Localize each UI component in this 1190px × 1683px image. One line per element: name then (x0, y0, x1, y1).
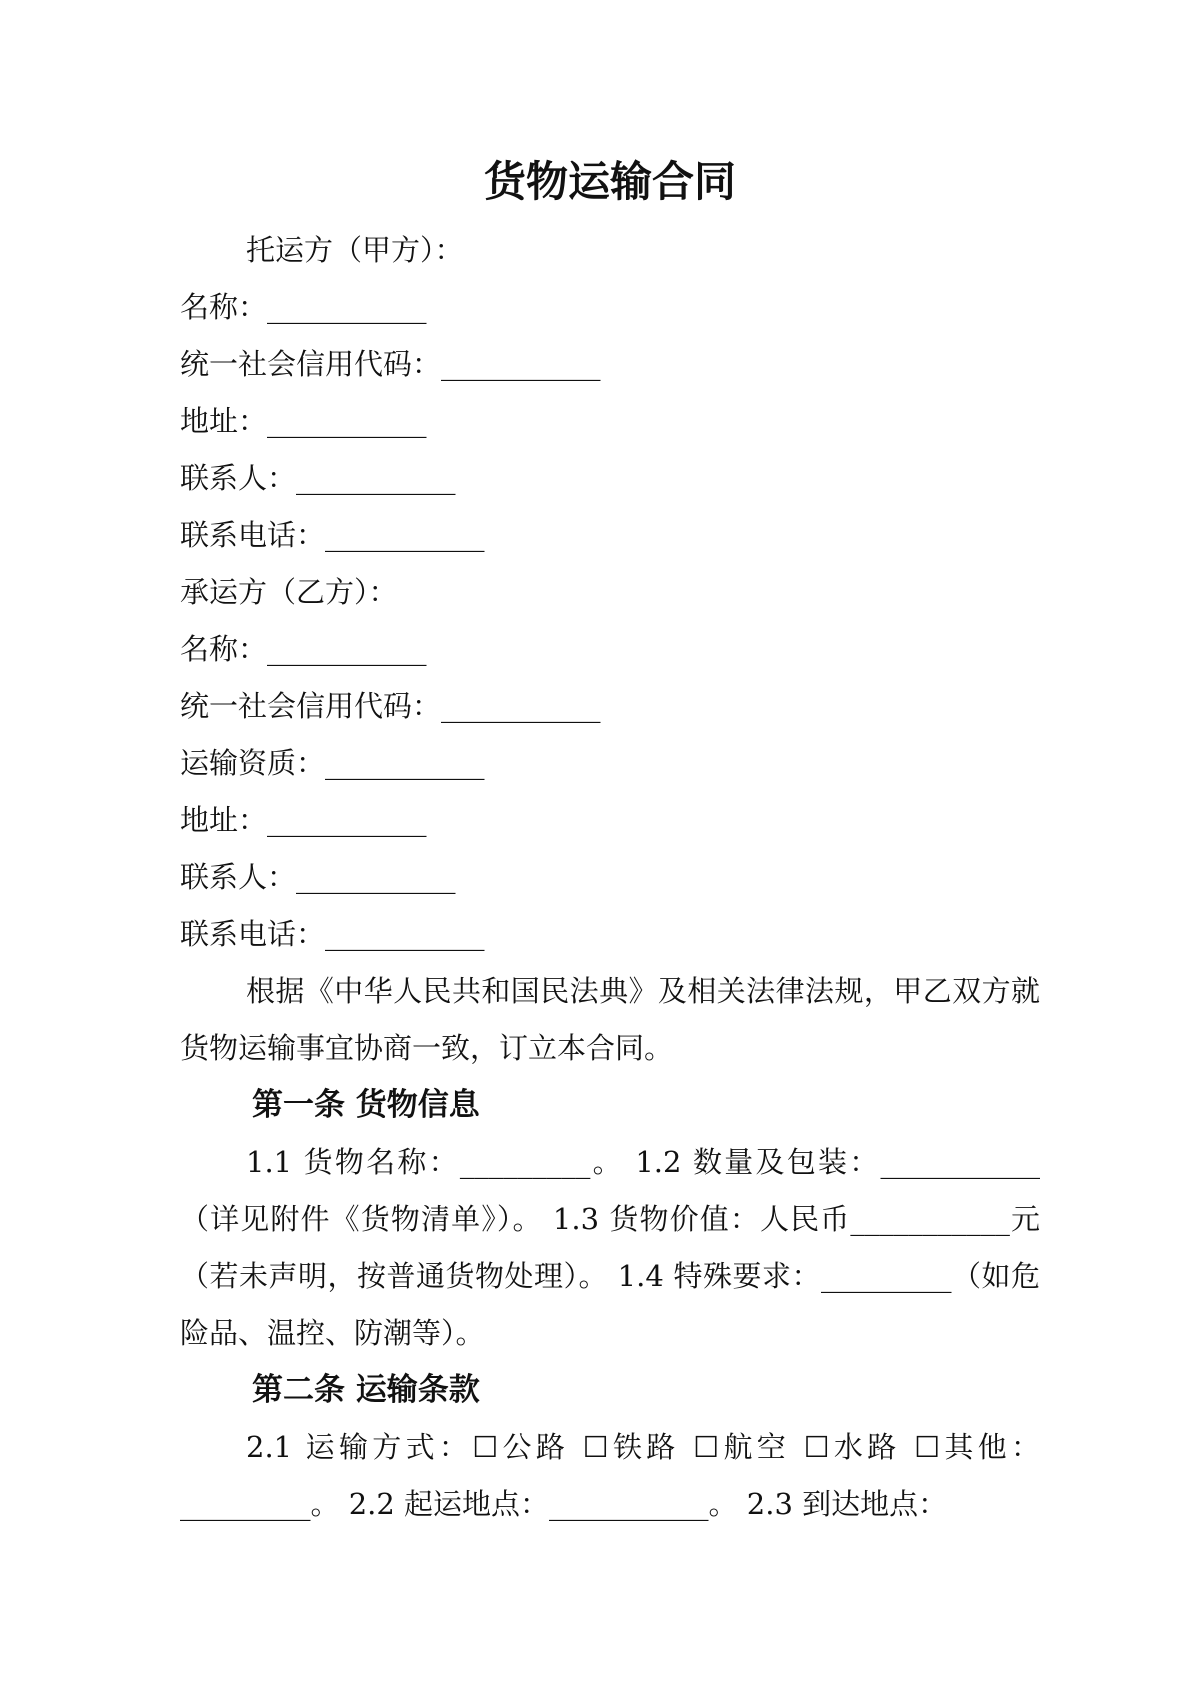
party-a-heading: 托运方（甲方）： (246, 233, 464, 267)
document-title: 货物运输合同 (483, 157, 736, 206)
party-a-credit-code-field: 统一社会信用代码：___________ (180, 347, 601, 381)
party-b-credit-code-field: 统一社会信用代码：___________ (180, 689, 601, 723)
party-b-address-field: 地址：___________ (180, 803, 427, 837)
party-a-contact-field: 联系人：___________ (180, 461, 456, 495)
preamble-paragraph: 根据《中华人民共和国民法典》及相关法律法规，甲乙双方就货物运输事宜协商一致，订立本合同。 (180, 974, 1040, 1065)
article-1-heading: 第一条 货物信息 (252, 1087, 480, 1123)
party-b-contact-field: 联系人：___________ (180, 860, 456, 894)
party-b-qualification-field: 运输资质：___________ (180, 746, 485, 780)
party-a-phone-field: 联系电话：___________ (180, 518, 485, 552)
party-b-name-field: 名称：___________ (180, 632, 427, 666)
party-b-heading: 承运方（乙方）： (180, 575, 398, 609)
article-1-text: 1.1 货物名称：_________。 1.2 数量及包装：___________（详见附件《货物清单》）。 1.3 货物价值：人民币___________元（若未声明，按普通货物处理）。 1.4 特殊要求：_________（如危险品、温控、防潮等）。 (180, 1145, 1040, 1350)
contract-body (180, 150, 1040, 1533)
party-b-phone-field: 联系电话：___________ (180, 917, 485, 951)
article-2-heading: 第二条 运输条款 (252, 1372, 480, 1408)
article-2-text: 2.1 运输方式：☐公路 ☐铁路 ☐航空 ☐水路 ☐其他：_________。 2.2 起运地点：___________。 2.3 到达地点： (180, 1430, 1040, 1521)
party-a-address-field: 地址：___________ (180, 404, 427, 438)
party-a-name-field: 名称：___________ (180, 290, 427, 324)
